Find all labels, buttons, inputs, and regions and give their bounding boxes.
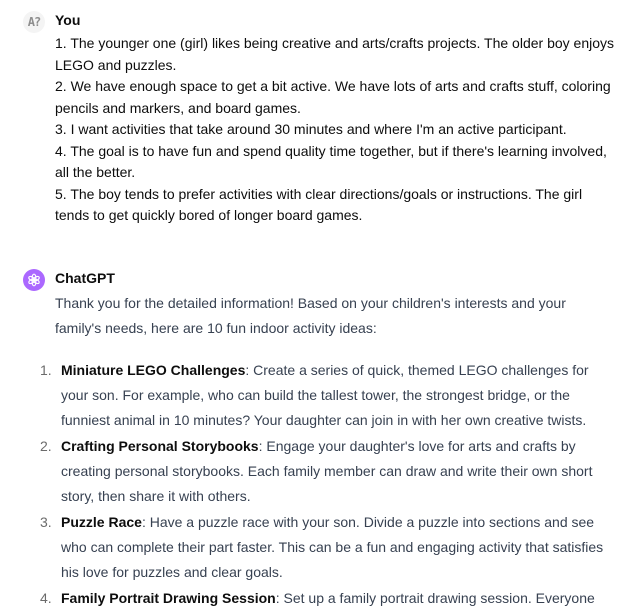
- list-item-title: Family Portrait Drawing Session: [61, 590, 276, 606]
- user-paragraph: 5. The boy tends to prefer activities with clear directions/goals or instructions. The girl tends to get quickly bored of longer board games.: [55, 185, 583, 223]
- list-item: [0, 434, 611, 509]
- list-item: [0, 358, 611, 433]
- user-paragraph: 2. We have enough space to get a bit active. We have lots of arts and crafts stuff, coloring pencils and markers, and board games.: [55, 78, 611, 116]
- list-item-title: Crafting Personal Storybooks: [61, 438, 259, 454]
- user-avatar: A?: [23, 11, 45, 33]
- user-message-text: [55, 33, 615, 227]
- user-paragraph: 3. I want activities that take around 30 minutes and where I'm an active participant.: [55, 121, 567, 137]
- list-item-number: 3.: [40, 514, 52, 530]
- openai-flower-icon: [27, 273, 41, 287]
- chatgpt-logo-icon: [23, 269, 45, 291]
- list-item-text: : Engage your daughter's love for arts and crafts by creating personal storybooks. Each family member can draw and write their own short story, then share it with others.: [61, 438, 593, 504]
- list-item-title: Puzzle Race: [61, 514, 142, 530]
- activity-list: [0, 358, 631, 612]
- list-item-title: Miniature LEGO Challenges: [61, 362, 246, 378]
- user-paragraph: 4. The goal is to have fun and spend quality time together, but if there's learning involved, all the better.: [55, 142, 607, 180]
- assistant-author-name: ChatGPT: [55, 270, 115, 286]
- list-item-number: 1.: [40, 362, 52, 378]
- user-author-name: You: [55, 12, 81, 28]
- list-item-text: : Create a series of quick, themed LEGO challenges for your son. For example, who can build the tallest tower, the strongest bridge, or the funniest animal in 10 minutes? Your daughter can join in with her own creative twists.: [61, 362, 589, 428]
- list-item-number: 4.: [40, 590, 52, 606]
- list-item: [0, 510, 611, 585]
- list-item-number: 2.: [40, 438, 52, 454]
- user-paragraph: 1. The younger one (girl) likes being creative and arts/crafts projects. The older boy enjoys LEGO and puzzles.: [55, 35, 614, 73]
- list-item-text: : Set up a family portrait drawing session. Everyone: [275, 590, 595, 606]
- assistant-intro-text: Thank you for the detailed information! Based on your children's interests and your family's needs, here are 10 fun indoor activity ideas:: [55, 295, 566, 336]
- list-item-text: : Have a puzzle race with your son. Divide a puzzle into sections and see who can complete their part faster. This can be a fun and engaging activity that satisfies his love for puzzles and clear goals.: [61, 514, 604, 580]
